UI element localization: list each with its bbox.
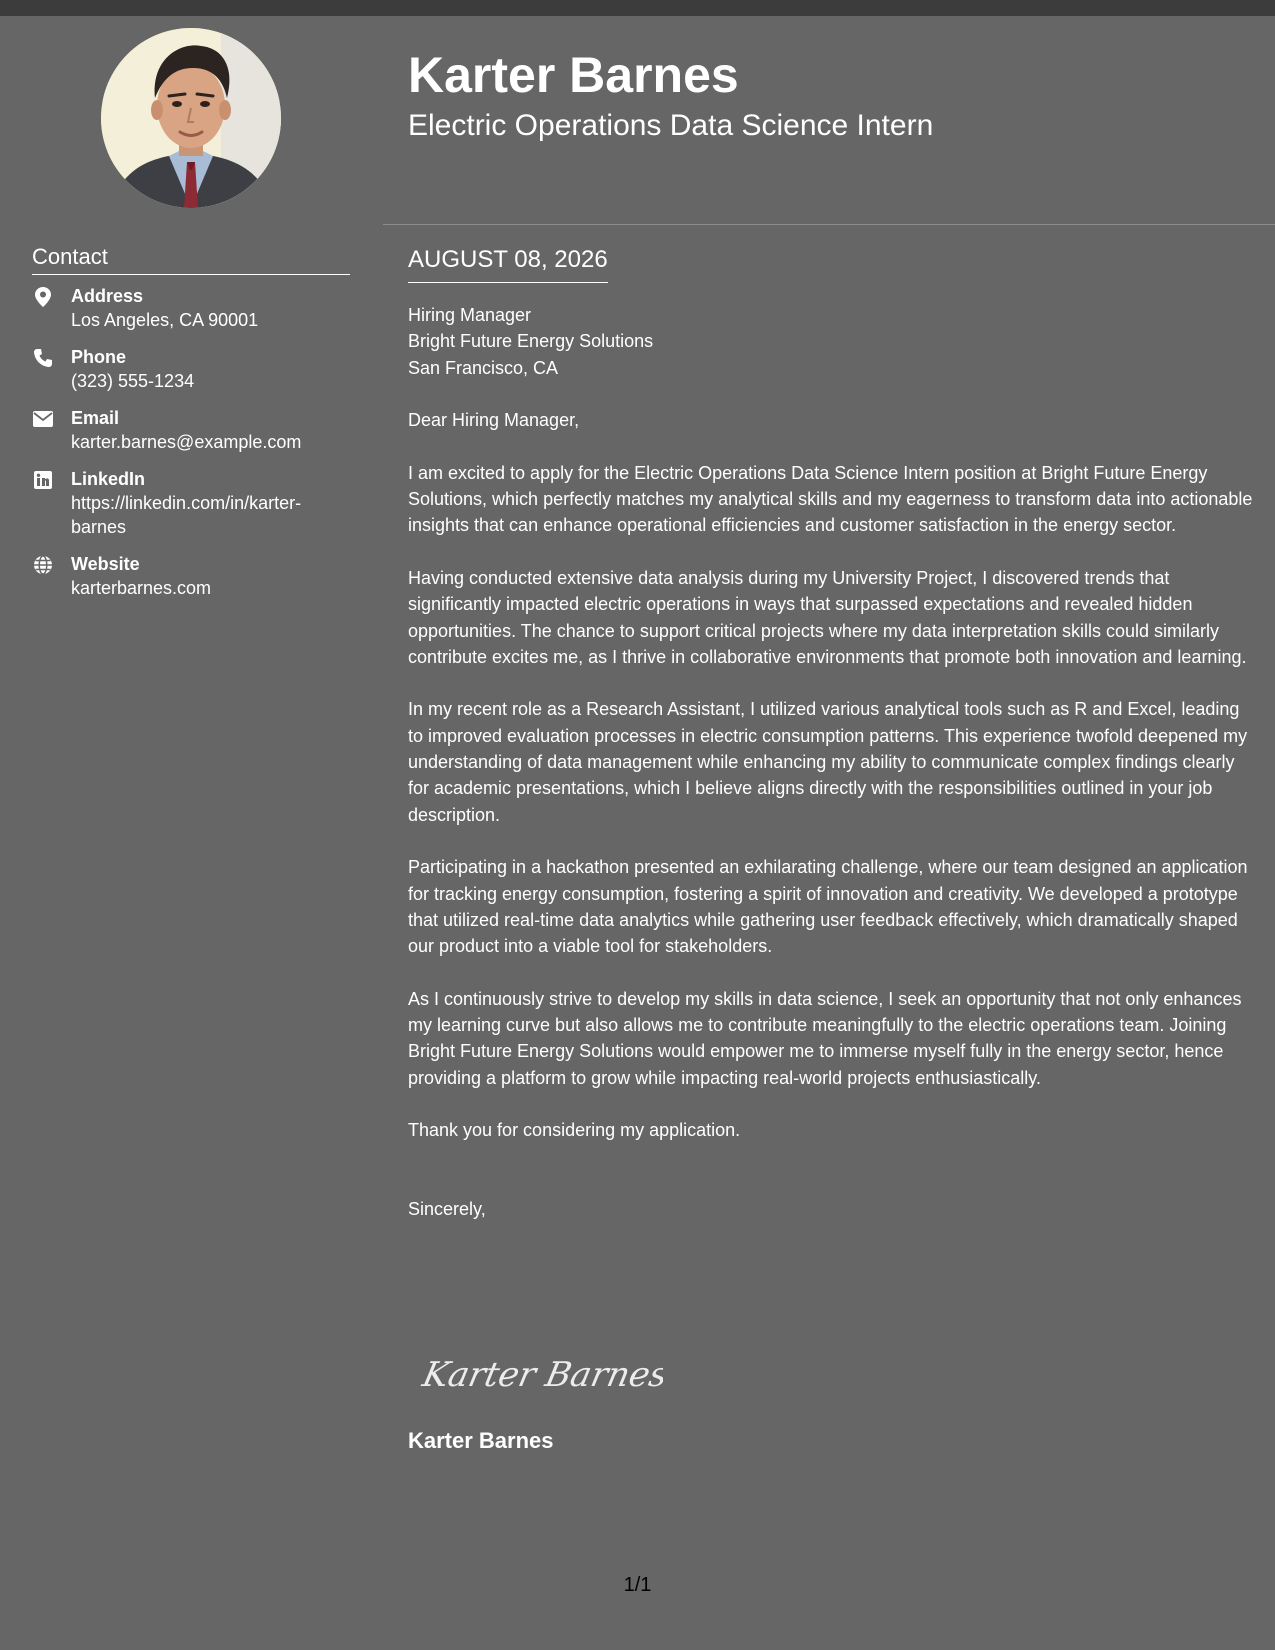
globe-icon [32, 554, 54, 576]
contact-item-linkedin [32, 467, 350, 539]
contact-label: Website [71, 554, 140, 574]
contact-heading: Contact [32, 242, 350, 275]
contact-value: Los Angeles, CA 90001 [71, 310, 259, 330]
body-paragraph: As I continuously strive to develop my skills in data science, I seek an opportunity that not only enhances my learning curve but also allows me to contribute meaningfully to the electric operations team. Joining Bright Future Energy Solutions would empower me to immerse myself fully in the energy sector, hence providing a platform to grow while impacting real-world projects enthusiastically. [408, 988, 1242, 1088]
body-paragraph: Having conducted extensive data analysis during my University Project, I discovered trends that significantly impacted electric operations in ways that surpassed expectations and revealed hidden opportunities. The chance to support critical projects where my data interpretation skills could similarly contribute excites me, as I thrive in collaborative environments that promote both innovation and learning. [408, 567, 1247, 667]
thanks-line: Thank you for considering my application. [408, 1120, 741, 1141]
contact-label: Address [71, 286, 144, 306]
map-pin-icon [32, 286, 54, 308]
closing-line: Sincerely, [408, 1198, 486, 1219]
contact-label: Phone [71, 347, 127, 367]
linkedin-icon [32, 469, 54, 491]
phone-icon [32, 347, 54, 369]
body-paragraph: I am excited to apply for the Electric Operations Data Science Intern position at Bright Future Energy Solutions, which perfectly matches my analytical skills and my eagerness to transform data into actionable insights that can enhance operational efficiencies and customer satisfaction in the energy sector. [408, 462, 1253, 536]
cover-letter-page [0, 16, 1275, 1650]
contact-item-address [32, 284, 350, 332]
avatar [101, 28, 281, 208]
contact-list [32, 284, 350, 613]
recipient-line: Hiring Manager [408, 305, 532, 325]
contact-value[interactable]: https://linkedin.com/in/karter-barnes [71, 493, 302, 537]
job-title: Electric Operations Data Science Intern [408, 109, 934, 142]
salutation: Dear Hiring Manager, [408, 410, 580, 431]
contact-value[interactable]: karter.barnes@example.com [71, 432, 302, 452]
contact-value[interactable]: karterbarnes.com [71, 578, 212, 598]
applicant-name: Karter Barnes [408, 47, 739, 103]
recipient-line: Bright Future Energy Solutions [408, 331, 654, 352]
page-number: 1/1 [623, 1574, 652, 1596]
recipient-block [408, 302, 1253, 381]
contact-item-website [32, 552, 350, 600]
contact-label: Email [71, 408, 120, 428]
recipient-line: San Francisco, CA [408, 357, 559, 378]
contact-label: LinkedIn [71, 469, 146, 489]
contact-value: (323) 555-1234 [71, 371, 195, 391]
top-bar [0, 0, 1275, 16]
body-paragraph: Participating in a hackathon presented an exhilarating challenge, where our team designed an application for tracking energy consumption, fostering a spirit of innovation and creativity. We developed a prototype that utilized real-time data analytics while gathering user feedback effectively, which dramatically shaped our product into a viable tool for stakeholders. [408, 857, 1248, 957]
contact-item-phone [32, 345, 350, 393]
handwritten-signature [408, 1334, 663, 1410]
svg-text:Karter Barnes: Karter Barnes [419, 1355, 663, 1395]
contact-item-email [32, 406, 350, 454]
signer-name: Karter Barnes [408, 1428, 554, 1453]
body-paragraph: In my recent role as a Research Assistant, I utilized various analytical tools such as R and Excel, leading to improved evaluation processes in electric consumption patterns. This experience twofold deepened my understanding of data management while enhancing my ability to communicate complex findings clearly for academic presentations, which I believe aligns directly with the responsibilities outlined in your job description. [408, 699, 1248, 825]
letter-date: AUGUST 08, 2026 [408, 244, 608, 283]
letter-body [408, 302, 1253, 1248]
envelope-icon [32, 408, 54, 430]
header-divider [383, 224, 1275, 225]
